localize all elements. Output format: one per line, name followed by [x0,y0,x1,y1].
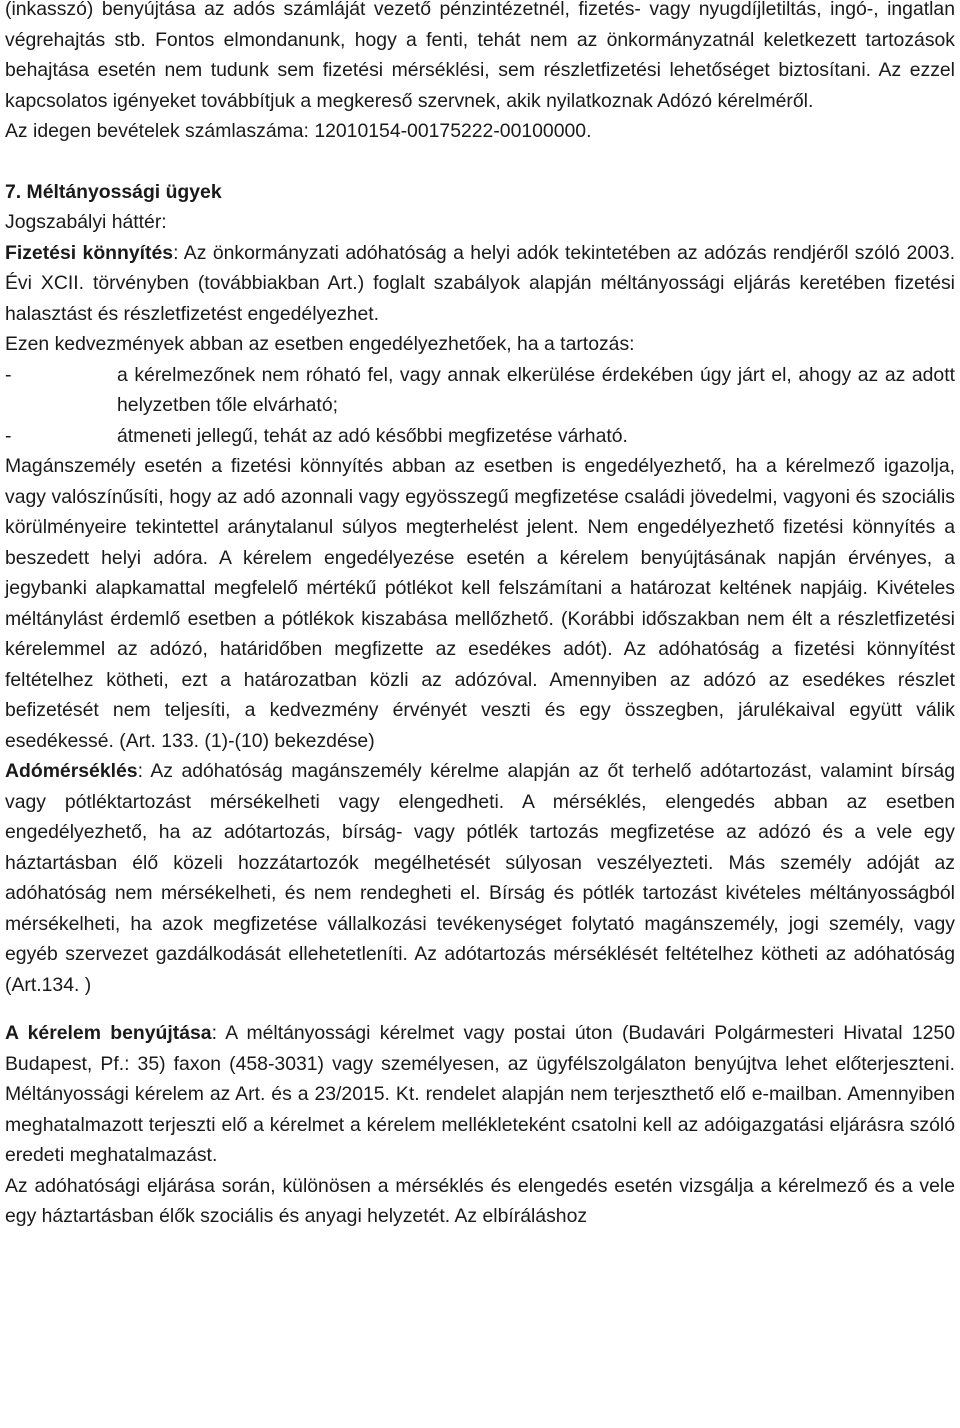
section-heading: 7. Méltányossági ügyek [5,180,222,203]
legal-background-label: Jogszabályi háttér: [5,211,167,233]
tax-reduction-paragraph [5,756,955,1000]
intro-paragraph: (inkasszó) benyújtása az adós számláját vezető pénzintézetnél, fizetés- vagy nyugdíjletiltás, ingó-, ingatlan végrehajtás stb. Fontos elmondanunk, hogy a fenti, tehát nem az önkormányzatnál keletkezett tartozások behajtása esetén nem tudunk sem fizetési mérséklési, sem részletfizetési lehetőséget biztosítani. Az ezzel kapcsolatos igényeket továbbítjuk a megkereső szervnek, akik nyilatkoznak Adózó kérelméről. [5,0,955,112]
assessment-paragraph: Az adóhatósági eljárása során, különösen a mérséklés és elengedés esetén vizsgálja a kérelmező és a vele egy háztartásban élők szociális és anyagi helyzetét. Az elbíráláshoz [5,1174,955,1227]
account-number-line: Az idegen bevételek számlaszáma: 12010154-00175222-00100000. [5,120,592,142]
condition-text: a kérelmezőnek nem róható fel, vagy annak elkerülése érdekében úgy járt el, ahogy az az adott helyzetben tőle elvárható; [117,363,955,416]
payment-relief-text: : Az önkormányzati adóhatóság a helyi adók tekintetében az adózás rendjéről szóló 2003. Évi XCII. törvényben (továbbiakban Art.) foglalt szabályok alapján méltányossági eljárás keretében fizetési halasztást és részletfizetést engedélyezhet. [5,241,955,325]
spacer [5,147,955,177]
spacer [5,1000,955,1018]
payment-relief-paragraph [5,238,955,330]
condition-text: átmeneti jellegű, tehát az adó későbbi megfizetése várható. [117,424,628,447]
tax-reduction-text: : Az adóhatóság magánszemély kérelme alapján az őt terhelő adótartozást, valamint bírság vagy pótléktartozást mérsékelheti vagy elengedheti. A mérséklés, elengedés abban az esetben engedélyezhető, ha az adótartozás, bírság- vagy pótlék tartozás megfizetése az adózó és a vele egy háztartásban élő közeli hozzátartozók megélhetését súlyosan veszélyezteti. Más személy adóját az adóhatóság nem mérsékelheti, és nem rendegheti el. Bírság és pótlék tartozást kivételes méltányosságból mérsékelheti, ha azok megfizetése vállalkozási tevékenységet folytató magánszemély, jogi személy, vagy egyéb szervezet gazdálkodását ellehetetleníti. Az adótartozás mérséklését feltételhez kötheti az adóhatóság (Art.134. ) [5,760,955,996]
condition-dash: - [5,363,12,386]
payment-relief-label: Fizetési könnyítés [5,241,174,264]
submission-label: A kérelem benyújtása [5,1022,212,1044]
tax-reduction-label: Adómérséklés [5,760,138,782]
condition-item [5,360,955,421]
document-body [5,0,955,1232]
conditions-intro: Ezen kedvezmények abban az esetben engedélyezhetőek, ha a tartozás: [5,333,635,355]
condition-item [5,421,955,452]
condition-dash: - [5,424,12,447]
submission-paragraph [5,1018,955,1171]
submission-text: : A méltányossági kérelmet vagy postai úton (Budavári Polgármesteri Hivatal 1250 Budapest, Pf.: 35) faxon (458-3031) vagy személyesen, az ügyfélszolgálaton benyújtva lehet előterjeszteni. Méltányossági kérelem az Art. és a 23/2015. Kt. rendelet alapján nem terjeszthető elő e-mailban. Amennyiben meghatalmazott terjeszti elő a kérelmet a kérelem mellékleteként csatolni kell az adóigazgatási eljárásra szóló eredeti meghatalmazást. [5,1022,955,1166]
private-person-paragraph: Magánszemély esetén a fizetési könnyítés abban az esetben is engedélyezhető, ha a kérelmező igazolja, vagy valószínűsíti, hogy az adó azonnali vagy egyösszegű megfizetése családi jövedelmi, vagyoni és szociális körülményeire tekintettel aránytalanul súlyos megterhelést jelent. Nem engedélyezhető fizetési könnyítés a beszedett helyi adóra. A kérelem engedélyezése esetén a kérelem benyújtásának napján érvényes, a jegybanki alapkamattal megfelelő mértékű pótlékot kell felszámítani a határozat keltének napjáig. Kivételes méltánylást érdemlő esetben a pótlékok kiszabása mellőzhető. (Korábbi időszakban nem élt a részletfizetési kérelemmel az adózó, határidőben megfizette az esedékes adót). Az adóhatóság a fizetési könnyítést feltételhez kötheti, ezt a határozatban közli az adózóval. Amennyiben az adózó az esedékes részlet befizetését nem teljesíti, a kedvezmény érvényét veszti és egy összegben, járulékaival együtt válik esedékessé. (Art. 133. (1)-(10) bekezdése) [5,455,955,752]
